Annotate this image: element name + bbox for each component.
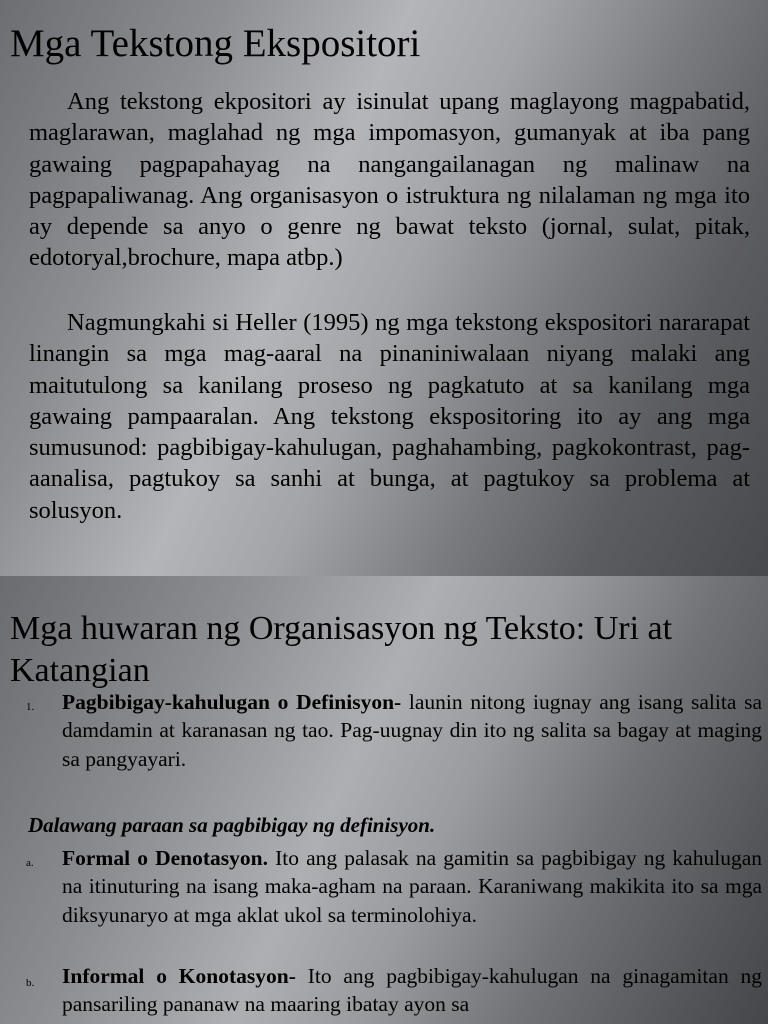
item-term: Informal o Konotasyon- <box>62 964 296 988</box>
list-marker: a. <box>26 857 34 869</box>
item-description: Ito ang pagbibigay-kahulugan na ginagamitan ng pansariling pananaw na maaring ibatay ayon sa <box>62 964 763 1017</box>
paragraph-definition <box>29 86 750 274</box>
item-description: Ito ang palasak na gamitin sa pagbibigay ng kahulugan na itinuturing na isang maka-agham na paraan. Karaniwang makikita ito sa mga diksyunaryo at mga aklat ukol sa terminolohiya. <box>62 846 762 927</box>
slide-title: Mga Tekstong Ekspositori <box>10 22 421 65</box>
list-marker: b. <box>26 977 35 989</box>
list-item-formal <box>62 844 762 929</box>
list-item-informal <box>62 962 762 1019</box>
list-item-definisyon <box>62 688 762 773</box>
paragraph-text: Nagmungkahi si Heller (1995) ng mga tekstong ekspositori nararapat linangin sa mga mag-aaral na pinaniniwalaan niyang malaki ang maitutulong sa kanilang proseso ng pagkatuto at sa kanilang mga gawaing pampaaralan. Ang tekstong ekspositoring ito ay ang mga sumusunod: pagbibigay-kahulugan, paghahambing, pagkokontrast, pag-aanalisa, pagtukoy sa sanhi at bunga, at pagtukoy sa problema at solusyon. <box>29 309 750 524</box>
item-description: launin nitong iugnay ang isang salita sa damdamin at karanasan ng tao. Pag-uugnay din ito ng salita sa bagay at maging sa pangyayari. <box>62 690 762 771</box>
paragraph-text: Ang tekstong ekpositori ay isinulat upang maglayong magpabatid, maglarawan, maglahad ng mga impomasyon, gumanyak at iba pang gawaing pagpapahayag na nangangailanagan ng malinaw na pagpapaliwanag. Ang organisasyon o istruktura ng nilalaman ng mga ito ay depende sa anyo o genre ng bawat teksto (jornal, sulat, pitak, edotoryal,brochure, mapa atbp.) <box>29 88 750 272</box>
slide-huwaran <box>0 576 768 1024</box>
subheading: Dalawang paraan sa pagbibigay ng definisyon. <box>28 813 436 837</box>
item-term: Formal o Denotasyon. <box>62 846 268 870</box>
paragraph-heller <box>29 307 750 526</box>
item-term: Pagbibigay-kahulugan o Definisyon- <box>62 690 402 714</box>
list-marker: 1. <box>26 701 35 713</box>
slide-title: Mga huwaran ng Organisasyon ng Teksto: Uri at Katangian <box>10 610 673 689</box>
